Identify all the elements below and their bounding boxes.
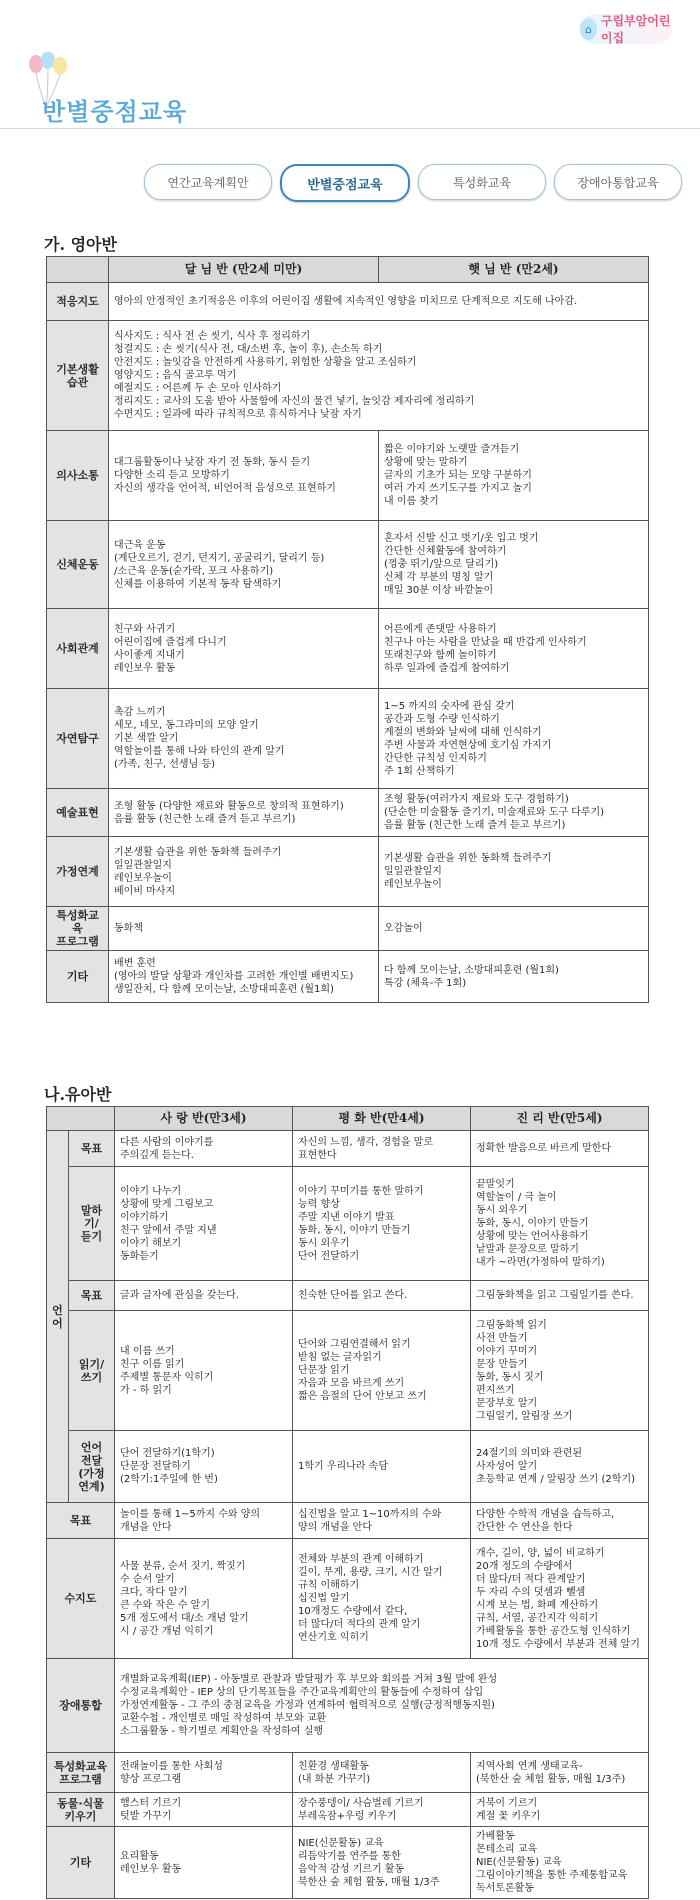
toddler-col-sarang: 사 랑 반(만3세) bbox=[115, 1107, 293, 1131]
infant-col-dalnim: 달 님 반 (만2세 미만) bbox=[109, 257, 379, 283]
toddler-section-title: 나.유아반 bbox=[44, 1085, 112, 1104]
row-content-sarang: 글과 글자에 관심을 갖는다. bbox=[115, 1281, 293, 1311]
row-content-jinri: 개수, 길이, 양, 넓이 비교하기 20개 정도의 수량에서 더 많다/더 적다 관계알기 두 자리 수의 덧셈과 뺄셈 시계 보는 법, 화폐 계산하기 규칙, 서열, 공간지각 익히기 가베활동을 통한 공간도형 인식하기 10개 정도 수량에서 부분과 전체 알기 bbox=[471, 1539, 649, 1659]
row-content-pyeonghwa: 십진법을 알고 1~10까지의 수와 양의 개념을 안다 bbox=[293, 1503, 471, 1539]
infant-table bbox=[46, 256, 649, 1003]
row-content-jinri: 24절기의 의미와 관련된 사자성어 알기 초등학교 연계 / 알림장 쓰기 (2학기) bbox=[471, 1431, 649, 1503]
row-content-pyeonghwa: 이야기 꾸미기를 통한 말하기 능력 향상 주말 지낸 이야기 발표 동화, 동시, 이야기 만들기 동시 외우기 단어 전달하기 bbox=[293, 1167, 471, 1281]
row-content-pyeonghwa: 친숙한 단어를 읽고 쓴다. bbox=[293, 1281, 471, 1311]
table-row bbox=[47, 951, 649, 1003]
row-content: 식사지도 : 식사 전 손 씻기, 식사 후 정리하기 청결지도 : 손 씻기(식사 전, 대/소변 후, 놀이 후), 손소독 하기 안전지도 : 놀잇감을 안전하게 사용하기, 위험한 상황을 알고 조심하기 영양지도 : 음식 골고루 먹기 예절지도 : 어른께 두 손 모아 인사하기 정리지도 : 교사의 도움 받아 사물함에 자신의 물건 넣기, 놀잇감 제자리에 정리하기 수면지도 : 일과에 따라 규칙적으로 휴식하거나 낮잠 자기 bbox=[109, 321, 649, 431]
table-row bbox=[47, 1793, 649, 1827]
row-content-pyeonghwa: 단어와 그림연결해서 읽기 받침 없는 글자읽기 단문장 읽기 자음과 모음 바르게 쓰기 짧은 음절의 단어 안보고 쓰기 bbox=[293, 1311, 471, 1431]
tab-class-focus[interactable]: 반별중점교육 bbox=[280, 164, 410, 202]
row-content-haetnim: 다 함께 모이는날, 소방대피훈련 (월1회) 특강 (체육-주 1회) bbox=[379, 951, 649, 1003]
row-content-pyeonghwa: 자신의 느낌, 생각, 경험을 말로 표현한다 bbox=[293, 1131, 471, 1167]
row-label: 장애통합 bbox=[47, 1659, 115, 1753]
row-content-dalnim: 대근육 운동 (계단오르기, 걷기, 던지기, 공굴리기, 달리기 등) /소근육 운동(숟가락, 포크 사용하기) 신체를 이용하여 기본적 동작 탐색하기 bbox=[109, 521, 379, 609]
row-content-haetnim: 조형 활동(여러가지 재료와 도구 경험하기) (단순한 미술활동 즐기기, 미술재료와 도구 다루기) 음률 활동 (친근한 노래 즐겨 듣고 부르기) bbox=[379, 789, 649, 837]
row-label: 특성화교육 프로그램 bbox=[47, 1753, 115, 1793]
row-label: 예술표현 bbox=[47, 789, 109, 837]
logo-text: 구립부암어린이집 bbox=[600, 14, 671, 45]
row-label: 기타 bbox=[47, 951, 109, 1003]
toddler-col-pyeonghwa: 평 화 반(만4세) bbox=[293, 1107, 471, 1131]
table-row bbox=[47, 521, 649, 609]
row-content-jinri: 지역사회 연계 생태교육- (북한산 숲 체험 활동, 매월 1/3주) bbox=[471, 1753, 649, 1793]
table-row bbox=[47, 1753, 649, 1793]
table-row bbox=[47, 1281, 649, 1311]
infant-header-empty bbox=[47, 257, 109, 283]
row-content-haetnim: 혼자서 신발 신고 벗기/옷 입고 벗기 간단한 신체활동에 참여하기 (껑충 뛰기/앞으로 달리기) 신체 각 부분의 명칭 알기 매일 30분 이상 바깥놀이 bbox=[379, 521, 649, 609]
row-label: 특성화교육 프로그램 bbox=[47, 907, 109, 951]
row-content-sarang: 이야기 나누기 상황에 맞게 그림보고 이야기하기 친구 앞에서 주말 지낸 이야기 해보기 동화듣기 bbox=[115, 1167, 293, 1281]
table-row bbox=[47, 837, 649, 907]
row-content-pyeonghwa: 장수풍뎅이/ 사슴벌레 기르기 부레옥잠+우렁 키우기 bbox=[293, 1793, 471, 1827]
tab-bar bbox=[144, 164, 682, 202]
row-content-pyeonghwa: NIE(신문활동) 교육 리듬악기를 연주를 통한 음악적 감성 기르기 활동 북한산 숲 체험 활동, 매월 1/3주 bbox=[293, 1827, 471, 1899]
infant-col-haetnim: 햇 님 반 (만2세) bbox=[379, 257, 649, 283]
row-content-sarang: 놀이를 통해 1~5까지 수와 양의 개념을 안다 bbox=[115, 1503, 293, 1539]
table-row bbox=[47, 1503, 649, 1539]
row-content-pyeonghwa: 친환경 생태활동 (내 화분 가꾸기) bbox=[293, 1753, 471, 1793]
row-content-pyeonghwa: 전체와 부분의 관계 이해하기 길이, 무게, 용량, 크기, 시간 알기 규칙 이해하기 십진법 알기 10개정도 수량에서 같다, 더 많다/더 적다의 관계 알기 연산기호 익히기 bbox=[293, 1539, 471, 1659]
row-content-sarang: 전래놀이를 통한 사회성 향상 프로그램 bbox=[115, 1753, 293, 1793]
table-row bbox=[47, 907, 649, 951]
row-label: 기본생활 습관 bbox=[47, 321, 109, 431]
header-divider bbox=[0, 128, 700, 129]
row-content-dalnim: 동화책 bbox=[109, 907, 379, 951]
row-content-dalnim: 대그룹활동이나 낮잠 자기 전 동화, 동시 듣기 다양한 소리 듣고 모방하기 자신의 생각을 언어적, 비언어적 음성으로 표현하기 bbox=[109, 431, 379, 521]
row-content-jinri: 가베활동 몬테소리 교육 NIE(신문활동) 교육 그림이야기책을 통한 주제통합교육 독서토론활동 bbox=[471, 1827, 649, 1899]
row-content-sarang: 사물 분류, 순서 짓기, 짝짓기 수 순서 알기 크다, 작다 알기 큰 수와 작은 수 알기 5개 정도에서 대/소 개념 알기 시 / 공간 개념 익히기 bbox=[115, 1539, 293, 1659]
row-label: 기타 bbox=[47, 1827, 115, 1899]
table-row bbox=[47, 1539, 649, 1659]
row-label: 목표 bbox=[69, 1131, 115, 1167]
row-content-jinri: 그림동화책을 읽고 그림일기를 쓴다. bbox=[471, 1281, 649, 1311]
row-label: 적응지도 bbox=[47, 283, 109, 321]
row-content-dalnim: 조형 활동 (다양한 재료와 활동으로 창의적 표현하기) 음률 활동 (친근한 노래 즐겨 듣고 부르기) bbox=[109, 789, 379, 837]
row-label: 목표 bbox=[47, 1503, 115, 1539]
row-label: 읽기/ 쓰기 bbox=[69, 1311, 115, 1431]
row-content-jinri: 거북이 기르기 계절 꽃 키우기 bbox=[471, 1793, 649, 1827]
row-content-dalnim: 배변 훈련 (영아의 발달 상황과 개인차를 고려한 개인별 배변지도) 생일잔치, 다 함께 모이는날, 소방대피훈련 (월1회) bbox=[109, 951, 379, 1003]
row-content-jinri: 그림동화책 읽기 사전 만들기 이야기 꾸미기 문장 만들기 동화, 동시 짓기 편지쓰기 문장부호 알기 그림일기, 알림장 쓰기 bbox=[471, 1311, 649, 1431]
logo-house-icon: ⌂ bbox=[580, 18, 597, 40]
row-content-jinri: 정확한 발음으로 바르게 말한다 bbox=[471, 1131, 649, 1167]
row-content-sarang: 내 이름 쓰기 친구 이름 읽기 주제별 통문자 익히기 가 - 하 읽기 bbox=[115, 1311, 293, 1431]
page-title: 반별중점교육 bbox=[42, 97, 188, 126]
row-label: 신체운동 bbox=[47, 521, 109, 609]
table-row bbox=[47, 1659, 649, 1753]
toddler-header-empty bbox=[47, 1107, 115, 1131]
row-content-haetnim: 짧은 이야기와 노랫말 즐겨듣기 상황에 맞는 말하기 글자의 기초가 되는 모양 구분하기 여러 가지 쓰기도구를 가지고 놀기 내 이름 찾기 bbox=[379, 431, 649, 521]
row-content-jinri: 끝말잇기 역할놀이 / 극 놀이 동시 외우기 동화, 동시, 이야기 만들기 상황에 맞는 언어사용하기 낱말과 문장으로 말하기 내가 ~라면(가정하여 말하기) bbox=[471, 1167, 649, 1281]
table-row bbox=[47, 689, 649, 789]
row-content-sarang: 햄스터 기르기 텃밭 가꾸기 bbox=[115, 1793, 293, 1827]
row-label: 의사소통 bbox=[47, 431, 109, 521]
table-row bbox=[47, 283, 649, 321]
row-label: 자연탐구 bbox=[47, 689, 109, 789]
row-content-haetnim: 1~5 까지의 숫자에 관심 갖기 공간과 도형 수량 인식하기 계절의 변화와 날씨에 대해 인식하기 주변 사물과 자연현상에 호기심 가지기 간단한 규칙성 인지하기 주 1회 산책하기 bbox=[379, 689, 649, 789]
row-label: 수지도 bbox=[47, 1539, 115, 1659]
row-content-jinri: 다양한 수학적 개념을 습득하고, 간단한 수 연산을 한다 bbox=[471, 1503, 649, 1539]
row-content-dalnim: 친구와 사귀기 어린이집에 즐겁게 다니기 사이좋게 지내기 레인보우 활동 bbox=[109, 609, 379, 689]
tab-special-education[interactable]: 특성화교육 bbox=[418, 164, 546, 200]
row-content-haetnim: 오감놀이 bbox=[379, 907, 649, 951]
table-row bbox=[47, 1131, 649, 1167]
row-label: 말하기/ 듣기 bbox=[69, 1167, 115, 1281]
row-label: 목표 bbox=[69, 1281, 115, 1311]
tab-inclusive-education[interactable]: 장애아통합교육 bbox=[554, 164, 682, 200]
table-row bbox=[47, 1311, 649, 1431]
table-row bbox=[47, 321, 649, 431]
toddler-col-jinri: 진 리 반(만5세) bbox=[471, 1107, 649, 1131]
infant-section-title: 가. 영아반 bbox=[44, 235, 117, 254]
table-row bbox=[47, 431, 649, 521]
row-content: 영아의 안정적인 초기적응은 이후의 어린이집 생활에 지속적인 영향을 미치므로 단계적으로 지도해 나아감. bbox=[109, 283, 649, 321]
table-row bbox=[47, 609, 649, 689]
row-content-haetnim: 어른에게 존댓말 사용하기 친구나 아는 사람을 만났을 때 반갑게 인사하기 또래친구와 함께 놀이하기 하루 일과에 즐겁게 참여하기 bbox=[379, 609, 649, 689]
table-row bbox=[47, 1431, 649, 1503]
row-content-sarang: 단어 전달하기(1학기) 단문장 전달하기 (2학기:1주일에 한 번) bbox=[115, 1431, 293, 1503]
row-content-dalnim: 기본생활 습관을 위한 동화책 들려주기 일일관찰일지 레인보우놀이 베이비 마사지 bbox=[109, 837, 379, 907]
tab-annual-plan[interactable]: 연간교육계획안 bbox=[144, 164, 272, 200]
row-content-sarang: 요리활동 레인보우 활동 bbox=[115, 1827, 293, 1899]
row-content: 개별화교육계획(IEP) - 아동별로 관찰과 발달평가 후 부모와 회의를 거쳐 3월 말에 완성 수정교육계획안 - IEP 상의 단기목표들을 주간교육계획안의 활동들에 수정하여 삽입 가정연계활동 - 그 주의 중점교육을 가정과 연계하여 협력적으로 실행(긍정적행동지원) 교환수첩 - 개인별로 매일 작성하여 부모와 교환 소그룹활동 - 학기별로 계획안을 작성하여 실행 bbox=[115, 1659, 649, 1753]
row-content-sarang: 다른 사람의 이야기를 주의깊게 듣는다. bbox=[115, 1131, 293, 1167]
row-label: 언어 전달 (가정 연계) bbox=[69, 1431, 115, 1503]
table-row bbox=[47, 789, 649, 837]
row-content-pyeonghwa: 1학기 우리나라 속담 bbox=[293, 1431, 471, 1503]
language-group-label: 언 어 bbox=[47, 1131, 69, 1503]
row-label: 동물·식물 키우기 bbox=[47, 1793, 115, 1827]
row-label: 가정연계 bbox=[47, 837, 109, 907]
row-content-haetnim: 기본생활 습관을 위한 동화책 들려주기 일일관찰일지 레인보우놀이 bbox=[379, 837, 649, 907]
table-row bbox=[47, 1827, 649, 1899]
row-content-dalnim: 촉감 느끼기 세모, 네모, 동그라미의 모양 알기 기본 색깔 알기 역할놀이를 통해 나와 타인의 관계 알기 (가족, 친구, 선생님 등) bbox=[109, 689, 379, 789]
table-row bbox=[47, 1167, 649, 1281]
logo[interactable] bbox=[580, 14, 672, 44]
toddler-table bbox=[46, 1106, 649, 1899]
row-label: 사회관계 bbox=[47, 609, 109, 689]
